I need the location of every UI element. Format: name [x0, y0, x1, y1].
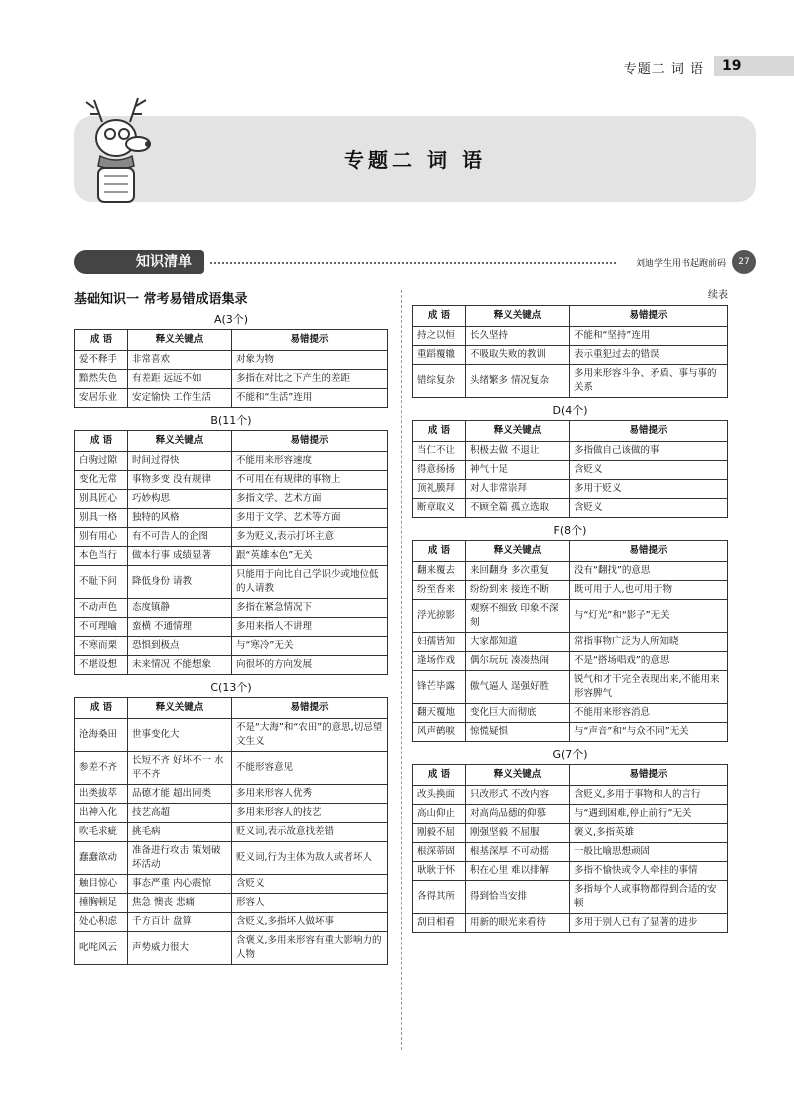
meaning-cell: 对人非常崇拜: [466, 480, 570, 499]
page-title: 专题二 词 语: [344, 148, 486, 172]
meaning-cell: 得到恰当安排: [466, 881, 570, 914]
column-header: 成 语: [75, 698, 128, 719]
meaning-cell: 蛮横 不通情理: [128, 618, 232, 637]
tip-cell: 既可用于人,也可用于物: [570, 581, 728, 600]
column-header: 释义关键点: [466, 421, 570, 442]
table-row: [75, 804, 388, 823]
meaning-cell: 大家都知道: [466, 633, 570, 652]
idiom-cell: 当仁不让: [413, 442, 466, 461]
tip-cell: 不能用来形容速度: [232, 452, 388, 471]
tip-cell: 与“寒冷”无关: [232, 637, 388, 656]
tip-cell: 含贬义: [570, 499, 728, 518]
tip-cell: 含贬义: [570, 461, 728, 480]
section-badge: 知识清单: [74, 250, 204, 274]
tip-cell: 褒义,多指英雄: [570, 824, 728, 843]
tip-cell: 与“声音”和“与众不同”无关: [570, 723, 728, 742]
idiom-cell: 妇孺皆知: [413, 633, 466, 652]
idiom-table: [74, 329, 388, 408]
tip-cell: 多用来形容斗争、矛盾、事与事的关系: [570, 365, 728, 398]
tip-cell: 不能和“坚持”连用: [570, 327, 728, 346]
tip-cell: 表示重犯过去的错误: [570, 346, 728, 365]
meaning-cell: 态度镇静: [128, 599, 232, 618]
table-row: [413, 786, 728, 805]
table-row: [413, 442, 728, 461]
column-header: 易错提示: [570, 306, 728, 327]
meaning-cell: 挑毛病: [128, 823, 232, 842]
table-row: [75, 509, 388, 528]
meaning-cell: 非常喜欢: [128, 351, 232, 370]
column-header: 成 语: [75, 330, 128, 351]
idiom-cell: 纷至沓来: [413, 581, 466, 600]
tip-cell: 多用来形容人的技艺: [232, 804, 388, 823]
idiom-cell: 得意扬扬: [413, 461, 466, 480]
table-row: [413, 461, 728, 480]
table-row: [75, 932, 388, 965]
idiom-table: [74, 430, 388, 675]
meaning-cell: 刚强坚毅 不屈服: [466, 824, 570, 843]
table-row: [75, 842, 388, 875]
tip-cell: 多指不愉快或令人牵挂的事情: [570, 862, 728, 881]
idiom-cell: 变化无常: [75, 471, 128, 490]
table-row: [413, 365, 728, 398]
table-row: [413, 581, 728, 600]
table-header-row: [413, 421, 728, 442]
page-number: 19: [714, 56, 794, 76]
idiom-cell: 逢场作戏: [413, 652, 466, 671]
idiom-cell: 白驹过隙: [75, 452, 128, 471]
idiom-table: [74, 697, 388, 965]
table-row: [413, 652, 728, 671]
meaning-cell: 积极去做 不退让: [466, 442, 570, 461]
column-header: 释义关键点: [128, 330, 232, 351]
idiom-cell: 错综复杂: [413, 365, 466, 398]
meaning-cell: 观察不细致 印象不深刻: [466, 600, 570, 633]
tip-cell: 含贬义,多用于事物和人的言行: [570, 786, 728, 805]
idiom-cell: 根深蒂固: [413, 843, 466, 862]
tip-cell: 含贬义,多指坏人做坏事: [232, 913, 388, 932]
tip-cell: 跟“英雄本色”无关: [232, 547, 388, 566]
table-row: [75, 913, 388, 932]
idiom-group: [74, 679, 388, 965]
idiom-cell: 出类拔萃: [75, 785, 128, 804]
idiom-cell: 刮目相看: [413, 914, 466, 933]
idiom-cell: 黯然失色: [75, 370, 128, 389]
table-row: [75, 547, 388, 566]
table-row: [413, 843, 728, 862]
column-header: 易错提示: [570, 765, 728, 786]
meaning-cell: 降低身份 请教: [128, 566, 232, 599]
deer-mascot-icon: [80, 92, 158, 212]
table-row: [75, 389, 388, 408]
tip-cell: 多用于文学、艺术等方面: [232, 509, 388, 528]
meaning-cell: 不吸取失败的教训: [466, 346, 570, 365]
meaning-cell: 准备进行攻击 策划破坏活动: [128, 842, 232, 875]
meaning-cell: 独特的风格: [128, 509, 232, 528]
idiom-table: [412, 420, 728, 518]
column-header: 易错提示: [232, 431, 388, 452]
idiom-cell: 出神入化: [75, 804, 128, 823]
column-header: 成 语: [413, 306, 466, 327]
tip-cell: 含褒义,多用来形容有重大影响力的人物: [232, 932, 388, 965]
table-row: [413, 600, 728, 633]
meaning-cell: 不顾全篇 孤立选取: [466, 499, 570, 518]
tip-cell: 多指在对比之下产生的差距: [232, 370, 388, 389]
meaning-cell: 恐惧到极点: [128, 637, 232, 656]
tip-cell: 不能和“生活”连用: [232, 389, 388, 408]
column-header: 成 语: [75, 431, 128, 452]
tip-cell: 不可用在有规律的事物上: [232, 471, 388, 490]
tip-cell: 不是“搭场唱戏”的意思: [570, 652, 728, 671]
meaning-cell: 千方百计 盘算: [128, 913, 232, 932]
tip-cell: 一般比喻思想顽固: [570, 843, 728, 862]
idiom-cell: 别有用心: [75, 528, 128, 547]
idiom-cell: 浮光掠影: [413, 600, 466, 633]
tip-cell: 只能用于向比自己学识少或地位低的人请教: [232, 566, 388, 599]
idiom-cell: 不寒而栗: [75, 637, 128, 656]
section-heading: 基础知识一 常考易错成语集录: [74, 292, 248, 307]
meaning-cell: 时间过得快: [128, 452, 232, 471]
column-header: 易错提示: [570, 541, 728, 562]
idiom-cell: 顶礼膜拜: [413, 480, 466, 499]
tip-cell: 多指在紧急情况下: [232, 599, 388, 618]
idiom-cell: 别具一格: [75, 509, 128, 528]
table-row: [413, 346, 728, 365]
meaning-cell: 偶尔玩玩 凑凑热闹: [466, 652, 570, 671]
tip-cell: 形容人: [232, 894, 388, 913]
table-row: [75, 785, 388, 804]
table-row: [413, 862, 728, 881]
table-row: [413, 671, 728, 704]
meaning-cell: 声势威力很大: [128, 932, 232, 965]
tip-cell: 锐气和才干完全表现出来,不能用来形容脾气: [570, 671, 728, 704]
meaning-cell: 未来情况 不能想象: [128, 656, 232, 675]
table-row: [75, 528, 388, 547]
idiom-cell: 风声鹤唳: [413, 723, 466, 742]
idiom-cell: 锋芒毕露: [413, 671, 466, 704]
section-circle: 27: [732, 250, 756, 274]
meaning-cell: 焦急 懊丧 悲痛: [128, 894, 232, 913]
tip-cell: 多用于贬义: [570, 480, 728, 499]
column-header: 成 语: [413, 541, 466, 562]
tip-cell: 贬义词,表示故意找差错: [232, 823, 388, 842]
idiom-cell: 沧海桑田: [75, 719, 128, 752]
meaning-cell: 根基深厚 不可动摇: [466, 843, 570, 862]
table-row: [413, 704, 728, 723]
idiom-table: [412, 540, 728, 742]
tip-cell: 多用于别人已有了显著的进步: [570, 914, 728, 933]
meaning-cell: 有差距 远远不如: [128, 370, 232, 389]
table-row: [75, 656, 388, 675]
meaning-cell: 来回翻身 多次重复: [466, 562, 570, 581]
meaning-cell: 傲气逼人 逞强好胜: [466, 671, 570, 704]
tip-cell: 对象为物: [232, 351, 388, 370]
column-header: 成 语: [413, 765, 466, 786]
table-row: [75, 490, 388, 509]
table-row: [75, 719, 388, 752]
meaning-cell: 事态严重 内心震惊: [128, 875, 232, 894]
tip-cell: 多为贬义,表示打坏主意: [232, 528, 388, 547]
idiom-cell: 触目惊心: [75, 875, 128, 894]
meaning-cell: 积在心里 难以排解: [466, 862, 570, 881]
table-row: [413, 805, 728, 824]
idiom-table: [412, 305, 728, 398]
idiom-cell: 捶胸顿足: [75, 894, 128, 913]
page-header: [0, 56, 794, 78]
meaning-cell: 用新的眼光来看待: [466, 914, 570, 933]
idiom-cell: 处心积虑: [75, 913, 128, 932]
column-header: 成 语: [413, 421, 466, 442]
tip-cell: 与“遇到困难,停止前行”无关: [570, 805, 728, 824]
table-row: [75, 618, 388, 637]
idiom-cell: 不动声色: [75, 599, 128, 618]
meaning-cell: 神气十足: [466, 461, 570, 480]
idiom-cell: 翻来覆去: [413, 562, 466, 581]
column-divider: [401, 290, 402, 1050]
idiom-cell: 蠢蠢欲动: [75, 842, 128, 875]
tip-cell: 多用来形容人优秀: [232, 785, 388, 804]
table-row: [413, 824, 728, 843]
table-row: [75, 599, 388, 618]
idiom-cell: 断章取义: [413, 499, 466, 518]
tip-cell: 多用来指人不讲理: [232, 618, 388, 637]
table-header-row: [413, 765, 728, 786]
section-tagline: 刘迪学生用书起跑前码: [635, 259, 726, 269]
dotted-rule: [210, 262, 616, 264]
meaning-cell: 变化巨大而彻底: [466, 704, 570, 723]
group-label: C(13个): [210, 681, 252, 694]
meaning-cell: 头绪繁多 情况复杂: [466, 365, 570, 398]
idiom-table: [412, 764, 728, 933]
tip-cell: 常指事物广泛为人所知晓: [570, 633, 728, 652]
table-row: [75, 452, 388, 471]
meaning-cell: 技艺高超: [128, 804, 232, 823]
tip-cell: 没有“翻找”的意思: [570, 562, 728, 581]
idiom-cell: 别具匠心: [75, 490, 128, 509]
idiom-cell: 刚毅不屈: [413, 824, 466, 843]
idiom-group: [412, 746, 728, 933]
column-header: 释义关键点: [128, 431, 232, 452]
table-row: [413, 914, 728, 933]
column-header: 易错提示: [232, 698, 388, 719]
idiom-group: [412, 402, 728, 518]
meaning-cell: 惊慌疑惧: [466, 723, 570, 742]
table-row: [75, 894, 388, 913]
meaning-cell: 长短不齐 好坏不一 水平不齐: [128, 752, 232, 785]
idiom-group: [412, 522, 728, 742]
meaning-cell: 巧妙构思: [128, 490, 232, 509]
table-row: [413, 562, 728, 581]
idiom-cell: 改头换面: [413, 786, 466, 805]
column-header: 释义关键点: [466, 306, 570, 327]
idiom-cell: 吹毛求疵: [75, 823, 128, 842]
table-row: [413, 327, 728, 346]
idiom-cell: 翻天覆地: [413, 704, 466, 723]
idiom-cell: 安居乐业: [75, 389, 128, 408]
tip-cell: 多指每个人或事物都得到合适的安顿: [570, 881, 728, 914]
group-label: G(7个): [552, 748, 588, 761]
table-row: [75, 471, 388, 490]
idiom-cell: 不堪设想: [75, 656, 128, 675]
idiom-cell: 参差不齐: [75, 752, 128, 785]
idiom-cell: 耿耿于怀: [413, 862, 466, 881]
table-header-row: [75, 330, 388, 351]
table-row: [413, 633, 728, 652]
tip-cell: 向很坏的方向发展: [232, 656, 388, 675]
tip-cell: 多指做自己该做的事: [570, 442, 728, 461]
meaning-cell: 安定愉快 工作生活: [128, 389, 232, 408]
tip-cell: 与“灯光”和“影子”无关: [570, 600, 728, 633]
group-label: D(4个): [552, 404, 588, 417]
idiom-cell: 叱咤风云: [75, 932, 128, 965]
table-row: [413, 723, 728, 742]
tip-cell: 多指文学、艺术方面: [232, 490, 388, 509]
meaning-cell: 纷纷到来 接连不断: [466, 581, 570, 600]
table-row: [75, 370, 388, 389]
idiom-cell: 各得其所: [413, 881, 466, 914]
idiom-group: [74, 311, 388, 408]
table-row: [75, 875, 388, 894]
table-row: [75, 752, 388, 785]
meaning-cell: 品德才能 超出同类: [128, 785, 232, 804]
meaning-cell: 做本行事 成绩显著: [128, 547, 232, 566]
header-label: 专题二 词 语: [623, 62, 704, 77]
meaning-cell: 对高尚品德的仰慕: [466, 805, 570, 824]
tip-cell: 贬义词,行为主体为敌人或者坏人: [232, 842, 388, 875]
meaning-cell: 事物多变 没有规律: [128, 471, 232, 490]
column-header: 释义关键点: [466, 765, 570, 786]
tip-cell: 含贬义: [232, 875, 388, 894]
column-header: 易错提示: [570, 421, 728, 442]
idiom-group: [412, 305, 728, 398]
right-column: [412, 288, 728, 933]
idiom-cell: 不可理喻: [75, 618, 128, 637]
idiom-cell: 爱不释手: [75, 351, 128, 370]
meaning-cell: 有不可告人的企图: [128, 528, 232, 547]
table-row: [413, 499, 728, 518]
table-header-row: [75, 431, 388, 452]
idiom-cell: 持之以恒: [413, 327, 466, 346]
idiom-group: [74, 412, 388, 675]
table-row: [413, 881, 728, 914]
table-header-row: [413, 541, 728, 562]
tip-cell: 不能用来形容消息: [570, 704, 728, 723]
table-header-row: [413, 306, 728, 327]
table-row: [413, 480, 728, 499]
meaning-cell: 只改形式 不改内容: [466, 786, 570, 805]
meaning-cell: 长久坚持: [466, 327, 570, 346]
tip-cell: 不是“大海”和“农田”的意思,切忌望文生义: [232, 719, 388, 752]
idiom-cell: 重蹈覆辙: [413, 346, 466, 365]
tip-cell: 不能形容意见: [232, 752, 388, 785]
idiom-cell: 不耻下问: [75, 566, 128, 599]
meaning-cell: 世事变化大: [128, 719, 232, 752]
table-row: [75, 351, 388, 370]
group-label: B(11个): [210, 414, 252, 427]
column-header: 释义关键点: [128, 698, 232, 719]
group-label: F(8个): [553, 524, 587, 537]
table-row: [75, 566, 388, 599]
left-column: [74, 288, 388, 965]
idiom-cell: 本色当行: [75, 547, 128, 566]
group-label: A(3个): [213, 313, 249, 326]
table-header-row: [75, 698, 388, 719]
table-row: [75, 637, 388, 656]
continued-label: 续表: [708, 290, 728, 301]
table-row: [75, 823, 388, 842]
title-band: [74, 116, 756, 202]
column-header: 释义关键点: [466, 541, 570, 562]
idiom-cell: 高山仰止: [413, 805, 466, 824]
section-bar: [74, 250, 756, 276]
column-header: 易错提示: [232, 330, 388, 351]
